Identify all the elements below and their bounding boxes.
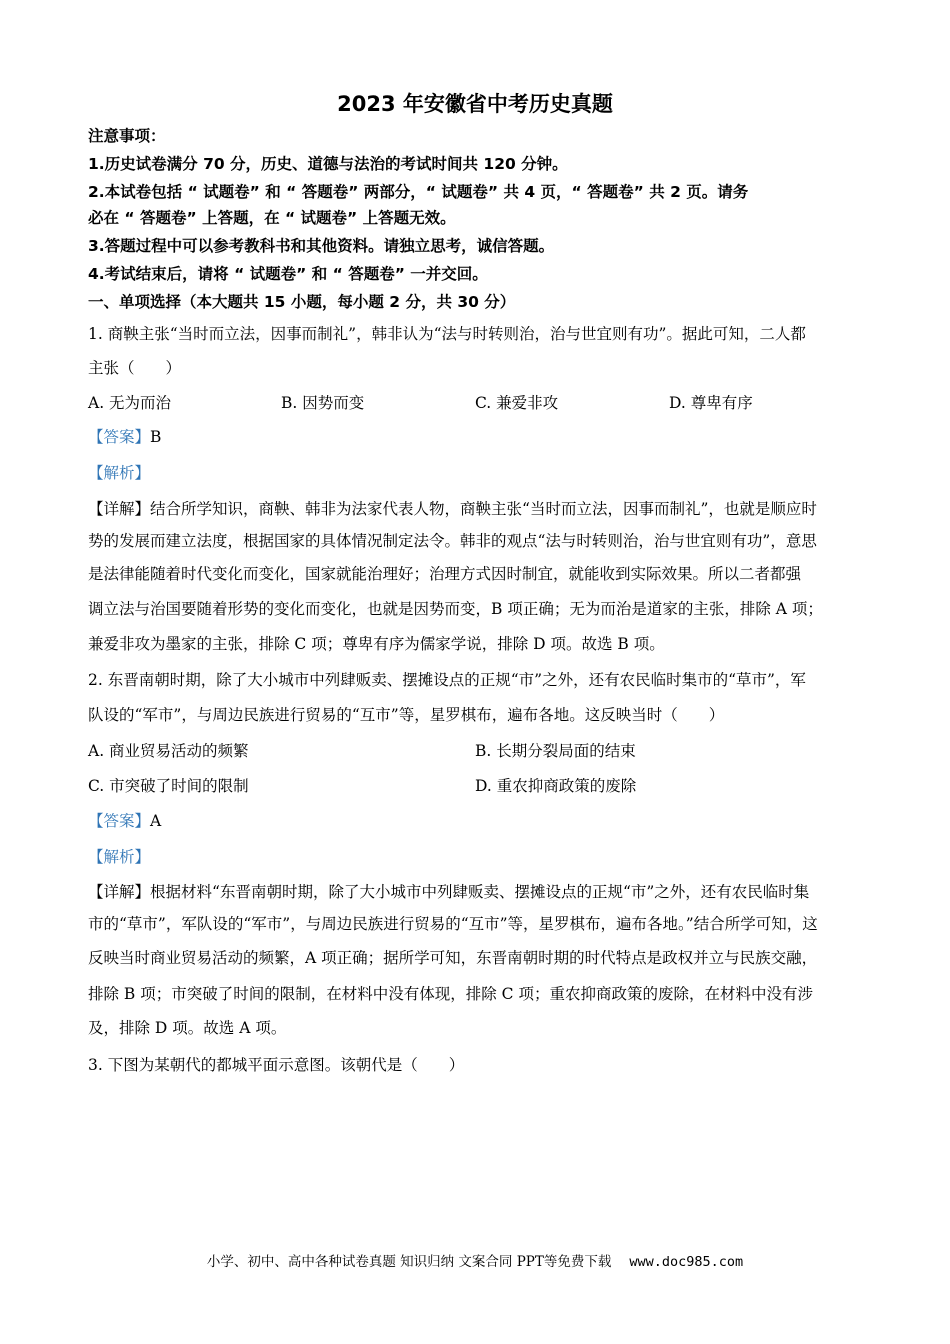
option-b: B. 长期分裂局面的结束 bbox=[475, 742, 636, 760]
notice-item: 1.历史试卷满分 70 分，历史、道德与法治的考试时间共 120 分钟。 bbox=[88, 155, 568, 173]
option-c: C. 兼爱非攻 bbox=[475, 394, 559, 412]
answer-label: 【答案】 bbox=[88, 428, 151, 446]
question-stem: 1. 商鞅主张“当时而立法，因事而制礼”，韩非认为“法与时转则治，治与世宜则有功”。据此可知，二人都 bbox=[88, 325, 806, 343]
analysis-label: 【解析】 bbox=[88, 848, 151, 866]
notice-item: 4.考试结束后，请将 “ 试题卷” 和 “ 答题卷” 一并交回。 bbox=[88, 265, 488, 283]
detail-text: 根据材料“东晋南朝时期，除了大小城市中列肆贩卖、摆摊设点的正规“市”之外，还有农民临时集 bbox=[150, 883, 810, 901]
detail-text: 市的“草市”，军队设的“军市”，与周边民族进行贸易的“互市”等，星罗棋布，遍布各地。”结合所学可知，这 bbox=[88, 915, 818, 933]
footer-text: 小学、初中、高中各种试卷真题 知识归纳 文案合同 PPT等免费下载 bbox=[206, 1254, 612, 1270]
detail-text: 结合所学知识，商鞅、韩非为法家代表人物，商鞅主张“当时而立法，因事而制礼”，也就是顺应时 bbox=[150, 500, 817, 518]
detail-text: 排除 B 项；市突破了时间的限制，在材料中没有体现，排除 C 项；重农抑商政策的废除，在材料中没有涉 bbox=[88, 985, 813, 1003]
option-d: D. 尊卑有序 bbox=[669, 394, 753, 412]
detail-label: 【详解】 bbox=[88, 500, 151, 518]
answer-label: 【答案】 bbox=[88, 812, 151, 830]
question-stem: 主张（ ） bbox=[88, 359, 182, 377]
answer-value: B bbox=[150, 428, 162, 446]
page-footer bbox=[0, 1250, 950, 1270]
detail-text: 是法律能随着时代变化而变化，国家就能治理好；治理方式因时制宜，就能收到实际效果。所以二者都强 bbox=[88, 565, 802, 583]
option-b: B. 因势而变 bbox=[281, 394, 365, 412]
option-a: A. 商业贸易活动的频繁 bbox=[88, 742, 249, 760]
analysis-label: 【解析】 bbox=[88, 464, 151, 482]
detail-text: 兼爱非攻为墨家的主张，排除 C 项；尊卑有序为儒家学说，排除 D 项。故选 B 项。 bbox=[88, 635, 665, 653]
answer-line bbox=[88, 425, 161, 447]
question-stem: 2. 东晋南朝时期，除了大小城市中列肆贩卖、摆摊设点的正规“市”之外，还有农民临时集市的“草市”，军 bbox=[88, 671, 806, 689]
notice-item: 3.答题过程中可以参考教科书和其他资料。请独立思考，诚信答题。 bbox=[88, 237, 555, 255]
option-c: C. 市突破了时间的限制 bbox=[88, 777, 249, 795]
footer-url: www.doc985.com bbox=[629, 1254, 744, 1270]
detail-text: 反映当时商业贸易活动的频繁，A 项正确；据所学可知，东晋南朝时期的时代特点是政权并立与民族交融， bbox=[88, 949, 818, 967]
detail-text: 调立法与治国要随着形势的变化而变化，也就是因势而变，B 项正确；无为而治是道家的主张，排除 A 项； bbox=[88, 600, 823, 618]
detail-text: 及，排除 D 项。故选 A 项。 bbox=[88, 1019, 287, 1037]
answer-value: A bbox=[150, 812, 162, 830]
section-heading: 一、单项选择（本大题共 15 小题，每小题 2 分，共 30 分） bbox=[88, 293, 516, 311]
option-a: A. 无为而治 bbox=[88, 394, 172, 412]
notice-heading: 注意事项： bbox=[88, 127, 166, 145]
question-stem: 队设的“军市”，与周边民族进行贸易的“互市”等，星罗棋布，遍布各地。这反映当时（ ） bbox=[88, 706, 725, 724]
question-stem: 3. 下图为某朝代的都城平面示意图。该朝代是（ ） bbox=[88, 1056, 465, 1074]
page-title: 2023 年安徽省中考历史真题 bbox=[337, 92, 613, 116]
answer-line bbox=[88, 809, 161, 831]
detail-text: 势的发展而建立法度，根据国家的具体情况制定法令。韩非的观点“法与时转则治，治与世宜则有功”，意思 bbox=[88, 532, 817, 550]
notice-item: 2.本试卷包括 “ 试题卷” 和 “ 答题卷” 两部分，“ 试题卷” 共 4 页，“ 答题卷” 共 2 页。请务 bbox=[88, 183, 749, 201]
detail-line bbox=[88, 880, 809, 902]
option-d: D. 重农抑商政策的废除 bbox=[475, 777, 637, 795]
detail-label: 【详解】 bbox=[88, 883, 151, 901]
notice-item: 必在 “ 答题卷” 上答题，在 “ 试题卷” 上答题无效。 bbox=[88, 209, 456, 227]
detail-line bbox=[88, 497, 817, 519]
